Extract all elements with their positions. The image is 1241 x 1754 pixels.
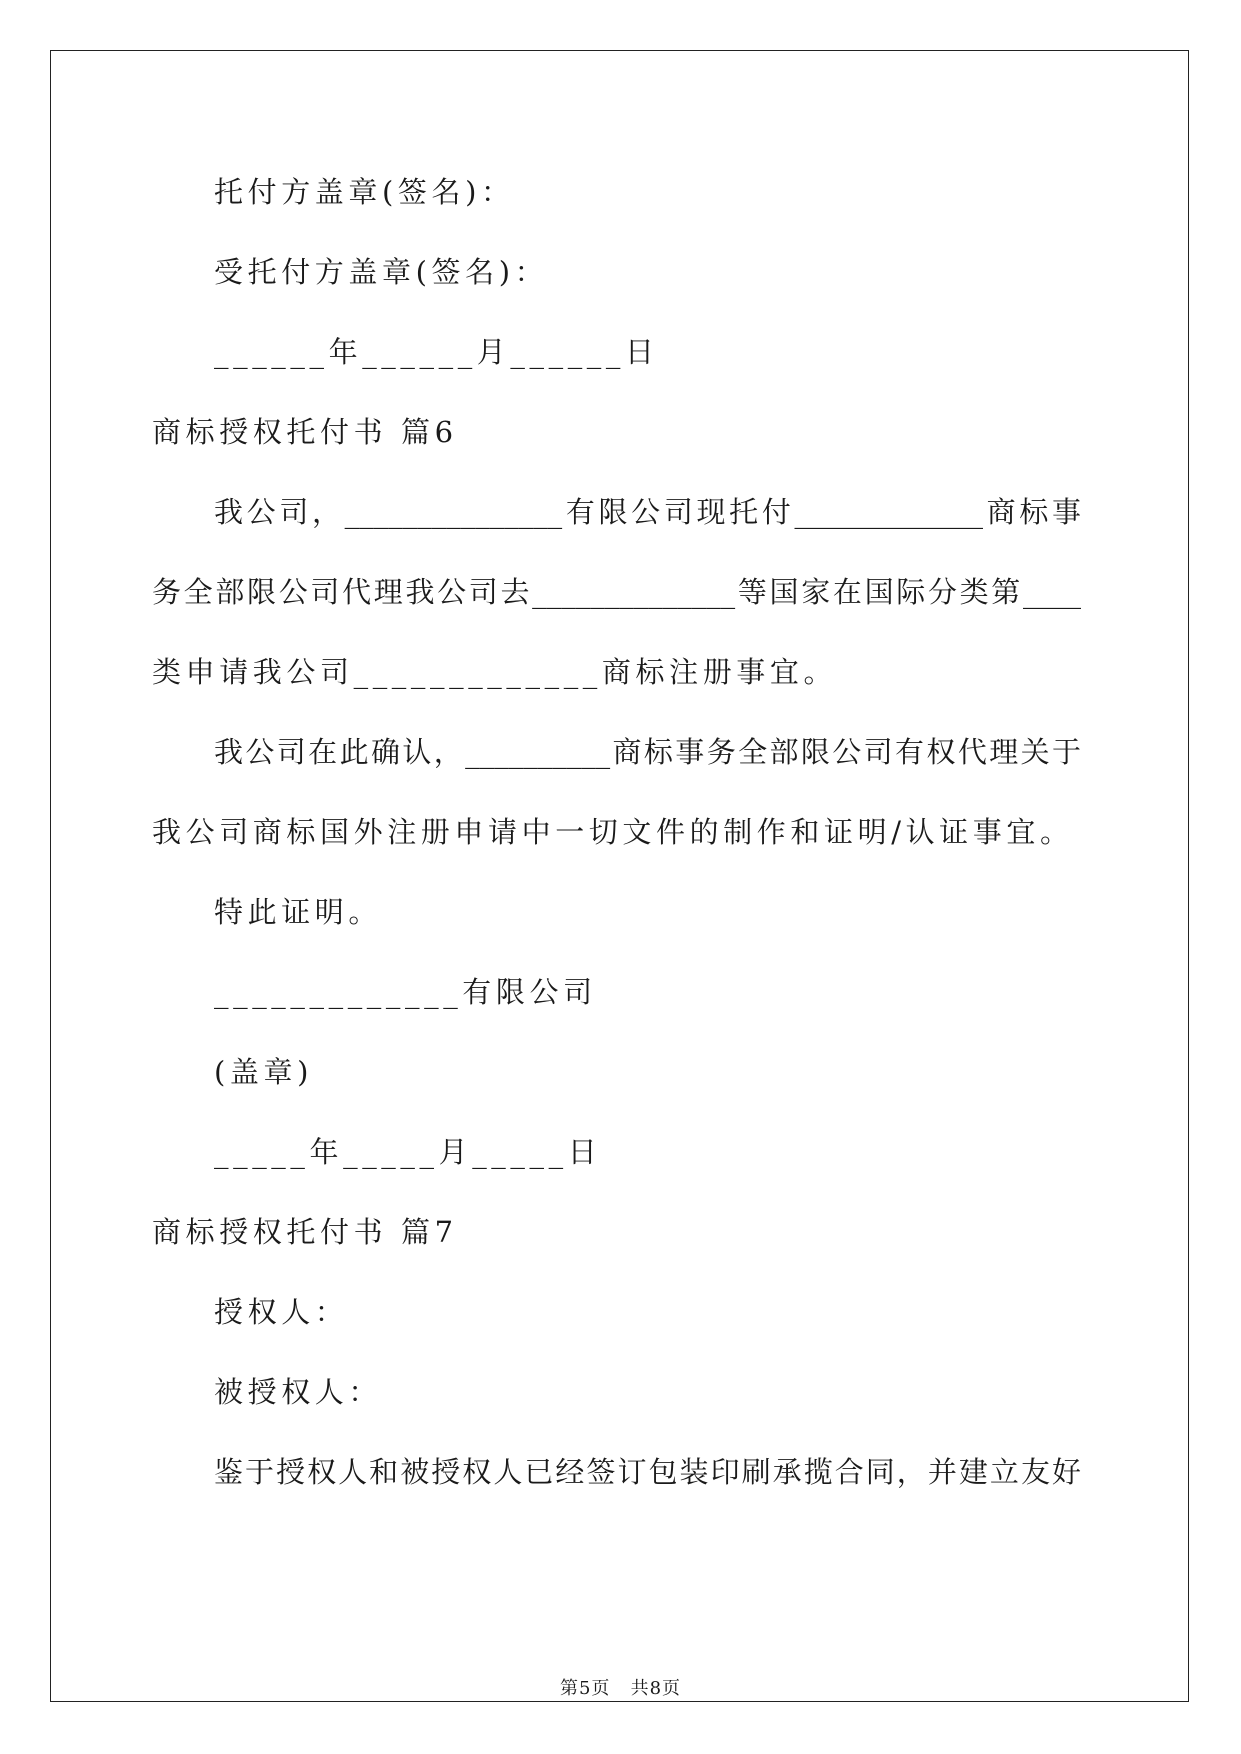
page-number-footer: 第5页 共8页: [559, 1678, 682, 1699]
body-paragraph-line: 务全部限公司代理我公司去______________等国家在国际分类第____: [152, 575, 1081, 609]
body-paragraph-line: 我公司商标国外注册申请中一切文件的制作和证明/认证事宜。: [152, 815, 1074, 849]
body-paragraph-line: 我公司，_______________有限公司现托付_____________商标事: [214, 495, 1081, 529]
company-name-line: _____________有限公司: [214, 975, 597, 1009]
date-line: ______年______月______日: [214, 335, 659, 369]
body-paragraph-line: 我公司在此确认，__________商标事务全部限公司有权代理关于: [214, 735, 1081, 769]
grantee-line: 被授权人：: [214, 1375, 383, 1409]
section-heading-7: 商标授权托付书 篇7: [152, 1215, 458, 1249]
certification-line: 特此证明。: [214, 895, 383, 929]
grantor-line: 授权人：: [214, 1295, 349, 1329]
date-line: _____年_____月_____日: [214, 1135, 602, 1169]
seal-label: (盖章): [214, 1055, 314, 1089]
entrustee-seal-line: 受托付方盖章(签名)：: [214, 255, 549, 289]
body-paragraph-line: 类申请我公司_____________商标注册事宜。: [152, 655, 838, 689]
entrustor-seal-line: 托付方盖章(签名)：: [214, 175, 515, 209]
section-heading-6: 商标授权托付书 篇6: [152, 415, 458, 449]
body-paragraph-line: 鉴于授权人和被授权人已经签订包装印刷承揽合同，并建立友好: [214, 1455, 1081, 1489]
